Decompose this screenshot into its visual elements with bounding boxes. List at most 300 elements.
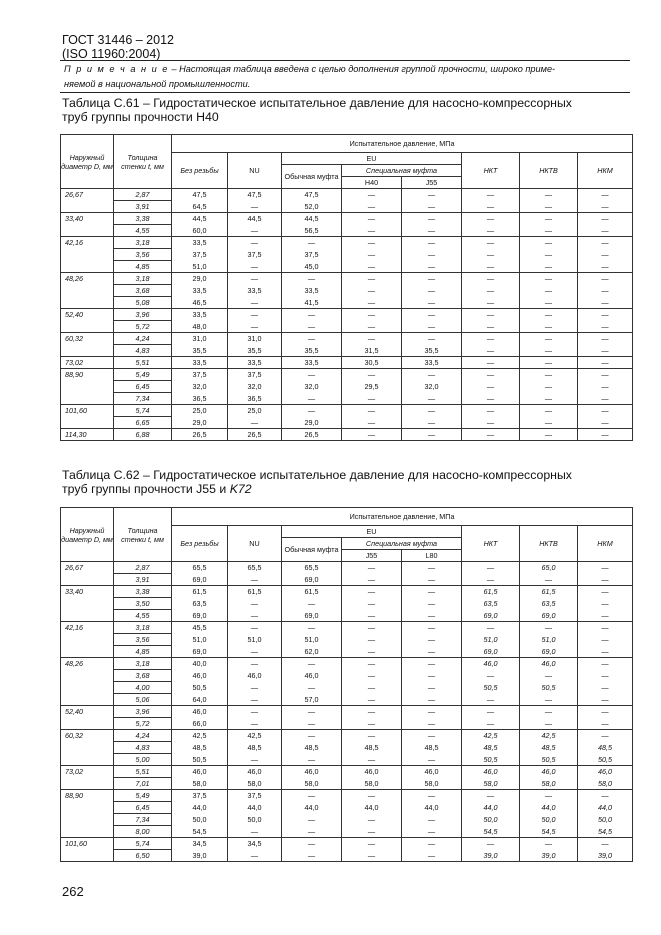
- pressure-cell: —: [342, 213, 402, 225]
- table-row: [61, 766, 633, 778]
- table-row: [61, 321, 633, 333]
- pressure-cell: 44,0: [172, 802, 228, 814]
- pressure-cell: —: [402, 694, 462, 706]
- pressure-cell: 66,0: [172, 718, 228, 730]
- pressure-cell: —: [462, 417, 520, 429]
- pressure-cell: —: [228, 598, 282, 610]
- wall-cell: 8,00: [114, 826, 172, 838]
- wall-cell: 5,51: [114, 766, 172, 778]
- pressure-cell: 33,5: [282, 357, 342, 369]
- pressure-cell: 46,0: [402, 766, 462, 778]
- pressure-cell: —: [342, 429, 402, 441]
- table1-head-nkm: НКМ: [578, 153, 633, 189]
- pressure-cell: —: [578, 189, 633, 201]
- pressure-cell: 30,5: [342, 357, 402, 369]
- pressure-cell: —: [462, 189, 520, 201]
- pressure-cell: —: [578, 393, 633, 405]
- pressure-cell: 39,0: [578, 850, 633, 862]
- pressure-cell: —: [282, 598, 342, 610]
- pressure-cell: 69,0: [172, 610, 228, 622]
- pressure-cell: 69,0: [172, 574, 228, 586]
- pressure-cell: —: [342, 670, 402, 682]
- pressure-cell: —: [462, 405, 520, 417]
- wall-cell: 4,24: [114, 333, 172, 345]
- table2-head-plain: Без резьбы: [172, 526, 228, 562]
- pressure-cell: —: [578, 574, 633, 586]
- pressure-cell: —: [520, 429, 578, 441]
- pressure-cell: —: [462, 201, 520, 213]
- table-row: [61, 730, 633, 742]
- pressure-cell: —: [578, 694, 633, 706]
- diameter-cell: [61, 297, 114, 309]
- diameter-cell: 88,90: [61, 790, 114, 802]
- pressure-cell: —: [342, 646, 402, 658]
- diameter-cell: 48,26: [61, 273, 114, 285]
- pressure-cell: 46,0: [462, 658, 520, 670]
- diameter-cell: 48,26: [61, 658, 114, 670]
- table2-head-nktv: НКТВ: [520, 526, 578, 562]
- wall-cell: 5,49: [114, 369, 172, 381]
- pressure-cell: 50,5: [172, 754, 228, 766]
- wall-cell: 4,55: [114, 610, 172, 622]
- table1-head-regular: Обычная муфта: [282, 165, 342, 189]
- pressure-cell: —: [402, 417, 462, 429]
- table2-title-line2: [62, 482, 642, 496]
- table-row: [61, 429, 633, 441]
- pressure-cell: —: [578, 790, 633, 802]
- pressure-cell: 48,0: [172, 321, 228, 333]
- pressure-cell: —: [342, 706, 402, 718]
- pressure-cell: 46,0: [172, 670, 228, 682]
- pressure-cell: —: [402, 237, 462, 249]
- pressure-cell: —: [228, 646, 282, 658]
- pressure-cell: —: [520, 285, 578, 297]
- pressure-cell: —: [282, 718, 342, 730]
- wall-cell: 4,24: [114, 730, 172, 742]
- pressure-cell: 65,5: [228, 562, 282, 574]
- pressure-cell: —: [578, 261, 633, 273]
- pressure-cell: 54,5: [578, 826, 633, 838]
- pressure-cell: 58,0: [462, 778, 520, 790]
- pressure-cell: —: [342, 369, 402, 381]
- pressure-cell: —: [228, 826, 282, 838]
- table-row: [61, 562, 633, 574]
- pressure-cell: —: [402, 189, 462, 201]
- wall-cell: 5,74: [114, 405, 172, 417]
- pressure-cell: —: [520, 838, 578, 850]
- pressure-cell: —: [342, 634, 402, 646]
- diameter-cell: 52,40: [61, 706, 114, 718]
- wall-cell: 7,01: [114, 778, 172, 790]
- diameter-cell: 101,60: [61, 405, 114, 417]
- table-row: [61, 249, 633, 261]
- table2-head-nkt: НКТ: [462, 526, 520, 562]
- pressure-cell: —: [282, 333, 342, 345]
- wall-cell: 6,45: [114, 381, 172, 393]
- pressure-cell: —: [578, 213, 633, 225]
- diameter-cell: [61, 850, 114, 862]
- diameter-cell: [61, 682, 114, 694]
- pressure-cell: —: [282, 826, 342, 838]
- pressure-cell: 50,5: [172, 682, 228, 694]
- pressure-cell: 57,0: [282, 694, 342, 706]
- pressure-cell: —: [578, 381, 633, 393]
- pressure-cell: —: [402, 790, 462, 802]
- pressure-cell: —: [402, 369, 462, 381]
- pressure-cell: —: [578, 309, 633, 321]
- pressure-cell: 37,5: [172, 369, 228, 381]
- table-row: [61, 838, 633, 850]
- pressure-cell: 58,0: [520, 778, 578, 790]
- pressure-cell: 44,0: [402, 802, 462, 814]
- wall-cell: 5,74: [114, 838, 172, 850]
- pressure-cell: —: [228, 273, 282, 285]
- pressure-cell: 48,5: [462, 742, 520, 754]
- pressure-cell: —: [402, 225, 462, 237]
- pressure-cell: 58,0: [228, 778, 282, 790]
- table-row: [61, 574, 633, 586]
- pressure-cell: —: [462, 213, 520, 225]
- pressure-cell: —: [402, 610, 462, 622]
- pressure-cell: 47,5: [228, 189, 282, 201]
- pressure-cell: —: [228, 718, 282, 730]
- pressure-cell: —: [520, 297, 578, 309]
- pressure-cell: —: [578, 321, 633, 333]
- diameter-cell: 60,32: [61, 730, 114, 742]
- pressure-cell: —: [578, 586, 633, 598]
- pressure-cell: 50,0: [462, 814, 520, 826]
- pressure-cell: 44,0: [342, 802, 402, 814]
- pressure-cell: —: [342, 249, 402, 261]
- table2-head-diameter: Наружный диаметр D, мм: [61, 508, 114, 562]
- pressure-cell: 31,0: [172, 333, 228, 345]
- pressure-cell: —: [228, 682, 282, 694]
- pressure-cell: 69,0: [462, 646, 520, 658]
- pressure-cell: —: [282, 850, 342, 862]
- pressure-cell: 48,5: [172, 742, 228, 754]
- pressure-cell: —: [462, 838, 520, 850]
- pressure-cell: —: [342, 321, 402, 333]
- pressure-cell: 29,0: [172, 417, 228, 429]
- pressure-cell: —: [462, 574, 520, 586]
- pressure-cell: —: [228, 622, 282, 634]
- pressure-cell: —: [342, 309, 402, 321]
- pressure-cell: —: [520, 309, 578, 321]
- table2-head-nkm: НКМ: [578, 526, 633, 562]
- pressure-cell: 63,5: [172, 598, 228, 610]
- table2-title-line2-b: K72: [229, 482, 252, 496]
- table-row: [61, 598, 633, 610]
- pressure-cell: 69,0: [282, 574, 342, 586]
- pressure-cell: 26,5: [172, 429, 228, 441]
- pressure-cell: 46,0: [228, 670, 282, 682]
- pressure-cell: —: [578, 706, 633, 718]
- pressure-cell: —: [578, 201, 633, 213]
- wall-cell: 3,50: [114, 598, 172, 610]
- pressure-cell: 51,0: [172, 634, 228, 646]
- pressure-cell: 63,5: [520, 598, 578, 610]
- pressure-cell: —: [342, 622, 402, 634]
- wall-cell: 3,18: [114, 273, 172, 285]
- pressure-cell: —: [228, 754, 282, 766]
- diameter-cell: 26,67: [61, 189, 114, 201]
- standard-number: ГОСТ 31446 – 2012: [62, 33, 174, 47]
- pressure-cell: —: [282, 237, 342, 249]
- pressure-cell: —: [520, 261, 578, 273]
- pressure-cell: 50,0: [520, 814, 578, 826]
- pressure-cell: —: [402, 393, 462, 405]
- wall-cell: 6,50: [114, 850, 172, 862]
- pressure-cell: —: [282, 321, 342, 333]
- pressure-cell: —: [462, 285, 520, 297]
- pressure-cell: —: [228, 309, 282, 321]
- diameter-cell: 114,30: [61, 429, 114, 441]
- table-row: [61, 417, 633, 429]
- pressure-cell: 61,5: [228, 586, 282, 598]
- pressure-cell: —: [402, 718, 462, 730]
- diameter-cell: 33,40: [61, 586, 114, 598]
- pressure-cell: —: [520, 237, 578, 249]
- pressure-cell: —: [578, 369, 633, 381]
- table1-head-plain: Без резьбы: [172, 153, 228, 189]
- wall-cell: 6,88: [114, 429, 172, 441]
- pressure-cell: —: [578, 598, 633, 610]
- pressure-cell: —: [520, 417, 578, 429]
- pressure-cell: —: [342, 754, 402, 766]
- pressure-cell: 58,0: [578, 778, 633, 790]
- diameter-cell: 26,67: [61, 562, 114, 574]
- pressure-cell: 46,0: [172, 766, 228, 778]
- pressure-cell: 46,0: [282, 670, 342, 682]
- pressure-cell: —: [578, 357, 633, 369]
- pressure-cell: 44,5: [228, 213, 282, 225]
- diameter-cell: 88,90: [61, 369, 114, 381]
- page-number: 262: [62, 884, 84, 899]
- pressure-cell: —: [228, 321, 282, 333]
- pressure-cell: 69,0: [282, 610, 342, 622]
- table-row: [61, 201, 633, 213]
- pressure-cell: —: [342, 598, 402, 610]
- pressure-cell: 58,0: [342, 778, 402, 790]
- pressure-cell: —: [228, 201, 282, 213]
- pressure-cell: —: [402, 826, 462, 838]
- pressure-cell: 34,5: [172, 838, 228, 850]
- pressure-cell: —: [402, 405, 462, 417]
- pressure-cell: —: [462, 622, 520, 634]
- pressure-cell: —: [402, 562, 462, 574]
- pressure-cell: 51,0: [282, 634, 342, 646]
- pressure-cell: —: [520, 249, 578, 261]
- pressure-cell: —: [520, 321, 578, 333]
- pressure-cell: —: [342, 682, 402, 694]
- pressure-cell: —: [402, 754, 462, 766]
- pressure-cell: —: [462, 261, 520, 273]
- pressure-cell: —: [462, 345, 520, 357]
- pressure-cell: 44,0: [282, 802, 342, 814]
- diameter-cell: [61, 321, 114, 333]
- table-row: [61, 405, 633, 417]
- wall-cell: 3,56: [114, 634, 172, 646]
- pressure-cell: —: [342, 225, 402, 237]
- pressure-cell: 65,0: [520, 562, 578, 574]
- pressure-cell: —: [520, 574, 578, 586]
- pressure-cell: —: [342, 393, 402, 405]
- pressure-cell: 32,0: [228, 381, 282, 393]
- wall-cell: 5,72: [114, 718, 172, 730]
- pressure-cell: —: [462, 790, 520, 802]
- pressure-cell: 64,5: [172, 201, 228, 213]
- pressure-cell: —: [282, 814, 342, 826]
- pressure-cell: 65,5: [172, 562, 228, 574]
- pressure-cell: 44,5: [282, 213, 342, 225]
- pressure-cell: 33,5: [402, 357, 462, 369]
- pressure-cell: —: [342, 658, 402, 670]
- diameter-cell: [61, 718, 114, 730]
- pressure-cell: 61,5: [520, 586, 578, 598]
- wall-cell: 4,55: [114, 225, 172, 237]
- pressure-cell: —: [228, 225, 282, 237]
- pressure-cell: 58,0: [282, 778, 342, 790]
- table1-head-grade1: H40: [342, 177, 402, 189]
- pressure-cell: —: [342, 189, 402, 201]
- pressure-cell: 44,5: [172, 213, 228, 225]
- wall-cell: 3,68: [114, 670, 172, 682]
- pressure-cell: —: [402, 658, 462, 670]
- pressure-cell: 65,5: [282, 562, 342, 574]
- pressure-cell: —: [578, 634, 633, 646]
- table-row: [61, 658, 633, 670]
- table2-head-wall: Толщина стенки t, мм: [114, 508, 172, 562]
- diameter-cell: 52,40: [61, 309, 114, 321]
- pressure-cell: 37,5: [282, 249, 342, 261]
- pressure-cell: 35,5: [172, 345, 228, 357]
- table2-body: [61, 562, 633, 862]
- pressure-cell: 60,0: [172, 225, 228, 237]
- pressure-cell: —: [402, 838, 462, 850]
- pressure-cell: —: [402, 273, 462, 285]
- pressure-cell: —: [342, 417, 402, 429]
- pressure-cell: 44,0: [520, 802, 578, 814]
- pressure-cell: —: [462, 381, 520, 393]
- pressure-cell: —: [342, 562, 402, 574]
- diameter-cell: [61, 417, 114, 429]
- table-row: [61, 622, 633, 634]
- pressure-cell: —: [342, 838, 402, 850]
- pressure-cell: 31,5: [342, 345, 402, 357]
- pressure-cell: —: [402, 297, 462, 309]
- pressure-cell: —: [342, 273, 402, 285]
- table1-head-nktv: НКТВ: [520, 153, 578, 189]
- pressure-cell: —: [282, 790, 342, 802]
- wall-cell: 3,38: [114, 213, 172, 225]
- pressure-cell: —: [342, 333, 402, 345]
- pressure-cell: —: [342, 586, 402, 598]
- diameter-cell: [61, 393, 114, 405]
- wall-cell: 3,91: [114, 201, 172, 213]
- pressure-cell: 37,5: [172, 249, 228, 261]
- pressure-cell: —: [578, 622, 633, 634]
- pressure-cell: —: [402, 261, 462, 273]
- pressure-cell: 48,5: [402, 742, 462, 754]
- pressure-cell: —: [520, 225, 578, 237]
- pressure-cell: —: [520, 201, 578, 213]
- table-row: [61, 309, 633, 321]
- wall-cell: 7,34: [114, 393, 172, 405]
- pressure-cell: —: [402, 814, 462, 826]
- table2-head-regular: Обычная муфта: [282, 538, 342, 562]
- table1-head-wall: Толщина стенки t, мм: [114, 135, 172, 189]
- pressure-cell: —: [462, 718, 520, 730]
- pressure-cell: —: [578, 297, 633, 309]
- wall-cell: 7,34: [114, 814, 172, 826]
- diameter-cell: [61, 249, 114, 261]
- pressure-cell: —: [578, 417, 633, 429]
- table2-title-line1: Таблица С.62 – Гидростатическое испытательное давление для насосно-компрессорных: [62, 468, 572, 482]
- wall-cell: 3,96: [114, 706, 172, 718]
- table2-title-line2-a: труб группы прочности J55 и: [62, 482, 230, 496]
- pressure-cell: 32,0: [172, 381, 228, 393]
- pressure-cell: —: [228, 658, 282, 670]
- pressure-cell: —: [520, 790, 578, 802]
- pressure-cell: —: [402, 213, 462, 225]
- pressure-cell: —: [520, 718, 578, 730]
- table-row: [61, 706, 633, 718]
- table-row: [61, 814, 633, 826]
- table-row: [61, 634, 633, 646]
- pressure-cell: 33,5: [282, 285, 342, 297]
- diameter-cell: [61, 694, 114, 706]
- pressure-cell: —: [402, 730, 462, 742]
- diameter-cell: [61, 345, 114, 357]
- pressure-cell: —: [578, 237, 633, 249]
- pressure-cell: 39,0: [520, 850, 578, 862]
- table-row: [61, 778, 633, 790]
- pressure-cell: 44,0: [228, 802, 282, 814]
- pressure-cell: —: [282, 273, 342, 285]
- pressure-cell: 29,0: [172, 273, 228, 285]
- pressure-cell: —: [462, 393, 520, 405]
- diameter-cell: 73,02: [61, 357, 114, 369]
- pressure-cell: —: [342, 285, 402, 297]
- pressure-cell: 36,5: [228, 393, 282, 405]
- pressure-cell: 45,0: [282, 261, 342, 273]
- pressure-cell: —: [342, 610, 402, 622]
- pressure-cell: —: [462, 369, 520, 381]
- pressure-cell: —: [342, 790, 402, 802]
- pressure-cell: —: [578, 273, 633, 285]
- table-row: [61, 790, 633, 802]
- pressure-cell: 42,5: [462, 730, 520, 742]
- pressure-cell: 42,5: [172, 730, 228, 742]
- table-row: [61, 850, 633, 862]
- table-row: [61, 213, 633, 225]
- table1-title-line2: труб группы прочности H40: [62, 110, 219, 124]
- pressure-cell: 69,0: [520, 610, 578, 622]
- pressure-cell: —: [282, 369, 342, 381]
- pressure-cell: —: [520, 706, 578, 718]
- pressure-cell: —: [462, 249, 520, 261]
- pressure-cell: 48,5: [578, 742, 633, 754]
- pressure-cell: —: [342, 694, 402, 706]
- pressure-cell: —: [578, 682, 633, 694]
- pressure-cell: —: [402, 201, 462, 213]
- table-row: [61, 826, 633, 838]
- pressure-cell: —: [342, 730, 402, 742]
- pressure-cell: —: [520, 273, 578, 285]
- table1-head-eu: EU: [282, 153, 462, 165]
- table2-head-nu: NU: [228, 526, 282, 562]
- pressure-cell: 50,5: [462, 682, 520, 694]
